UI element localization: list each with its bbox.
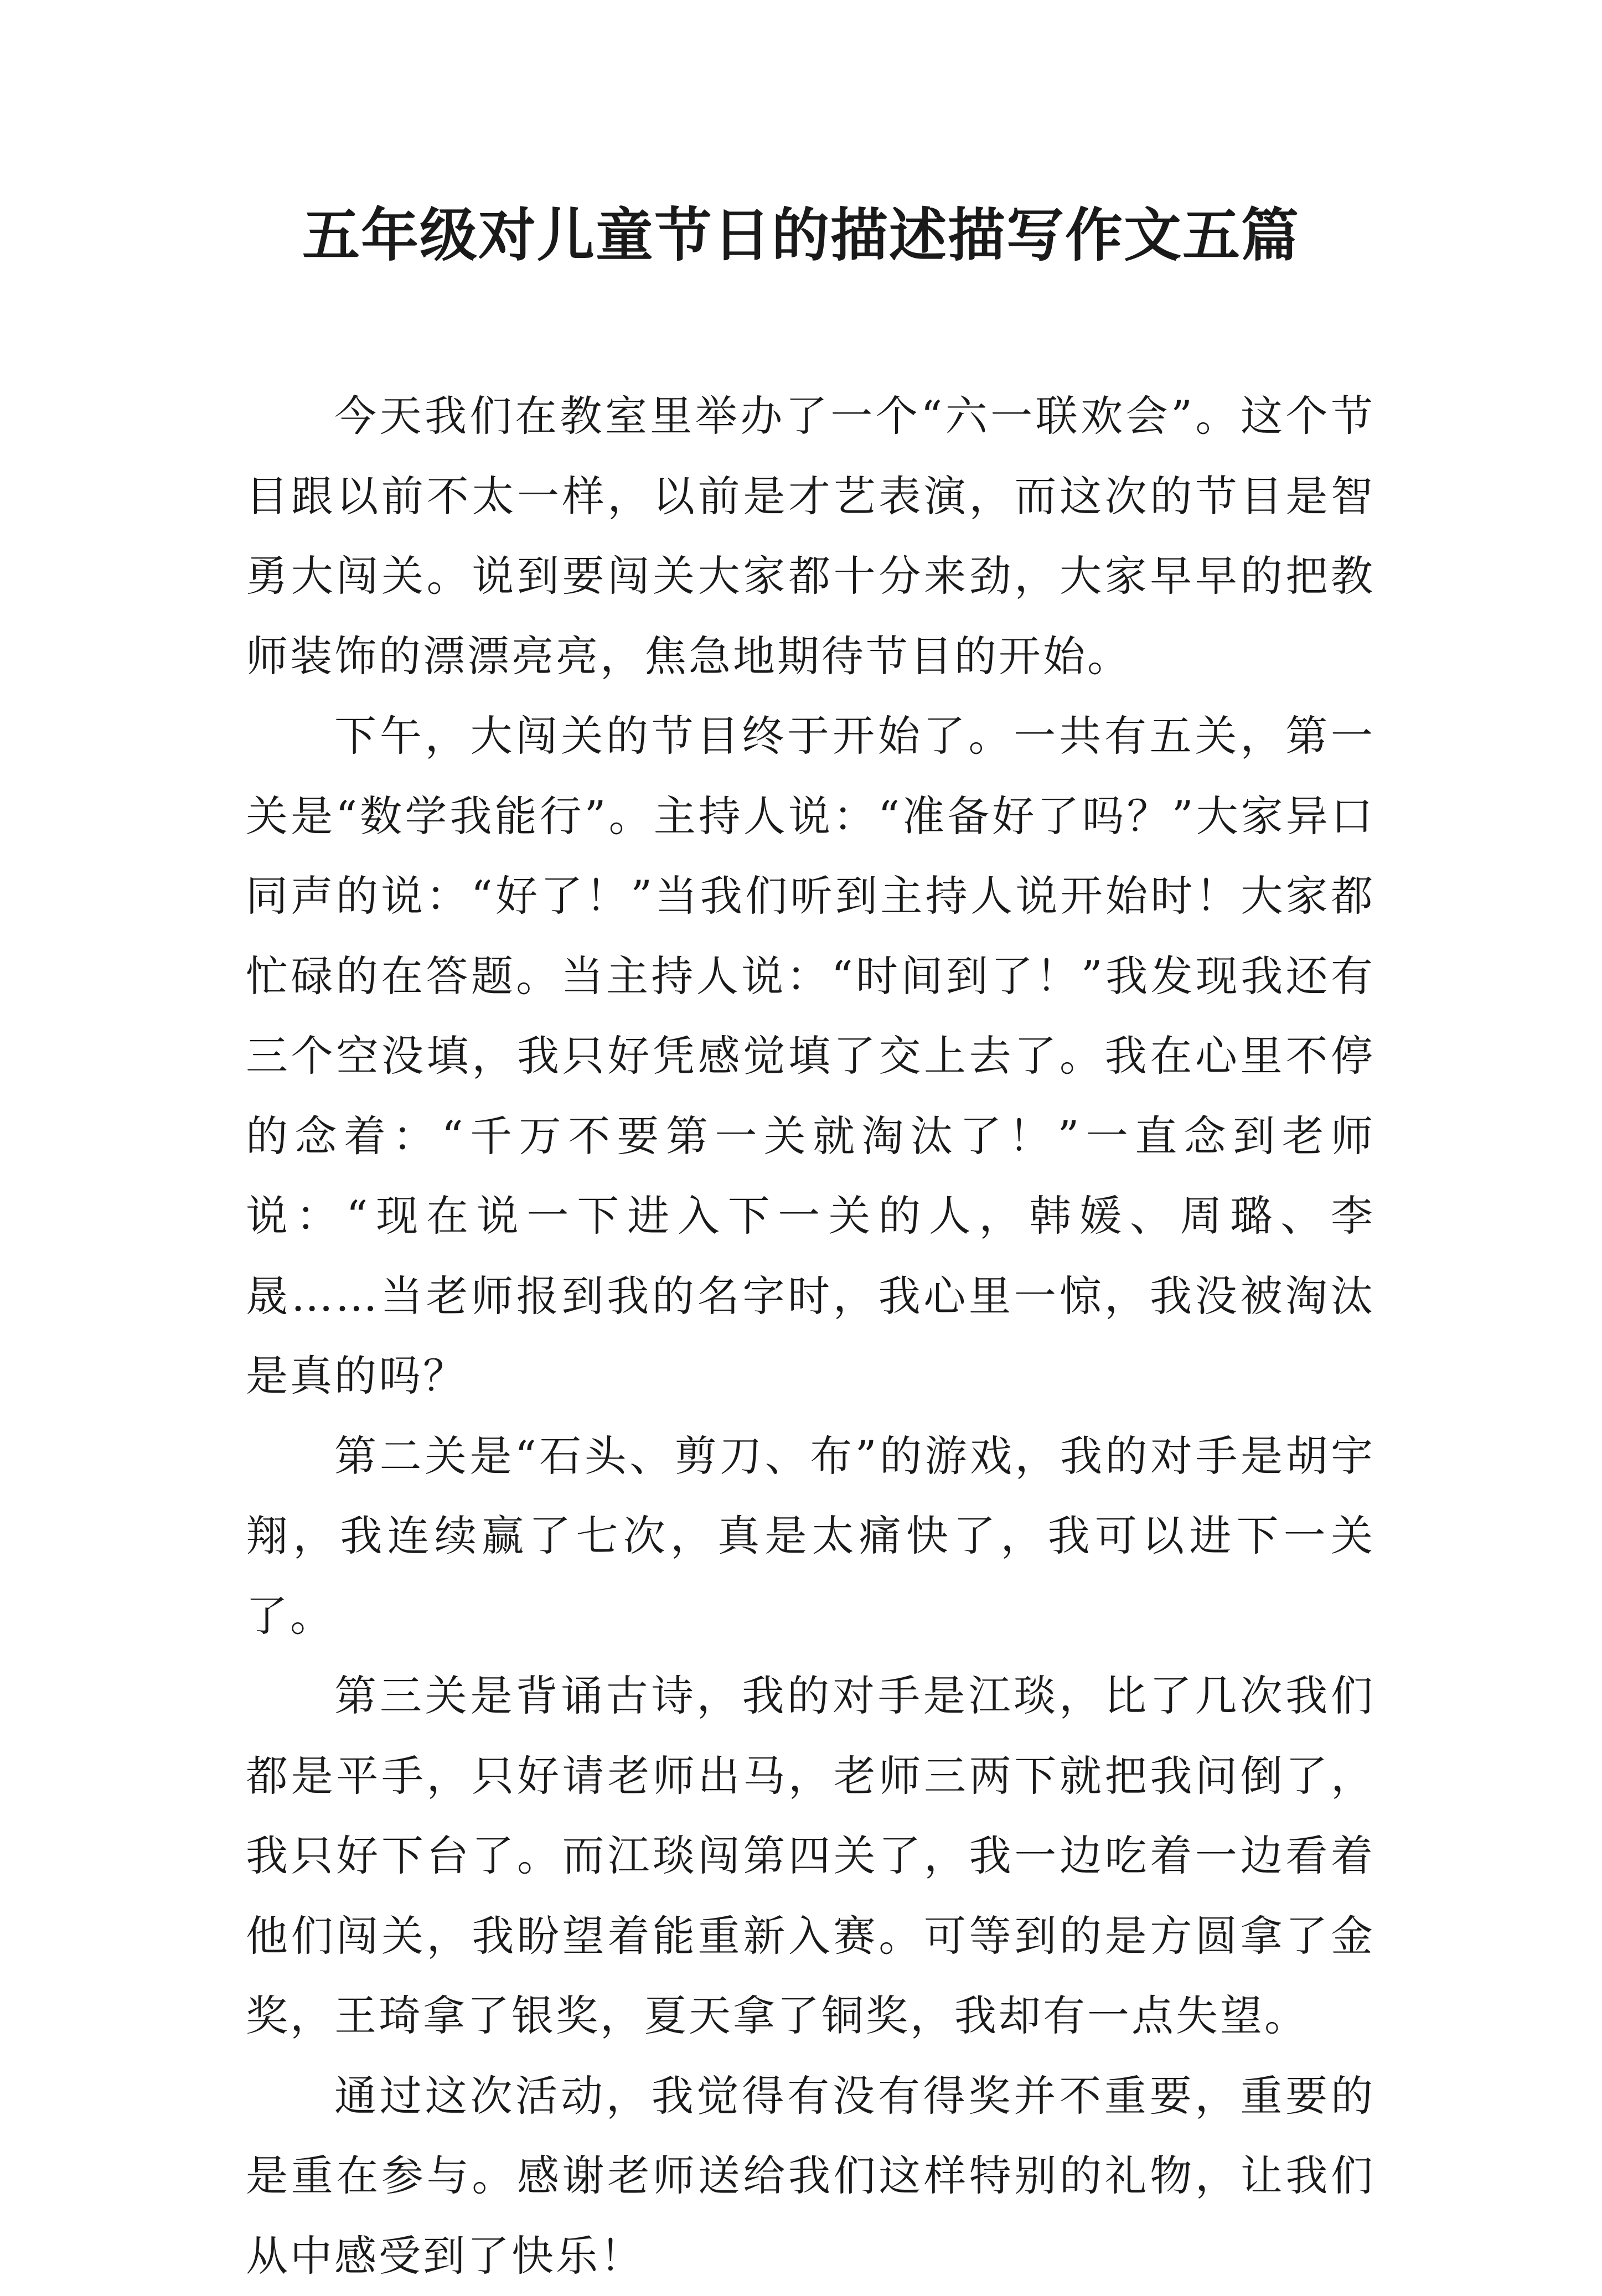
paragraph-1: 今天我们在教室里举办了一个“六一联欢会”。这个节目跟以前不太一样，以前是才艺表演，而这次的节目是智勇大闯关。说到要闯关大家都十分来劲，大家早早的把教师装饰的漂漂亮亮，焦急地期待节目的开始。 (246, 376, 1375, 696)
paragraph-4: 第三关是背诵古诗，我的对手是江琰，比了几次我们都是平手，只好请老师出马，老师三两下就把我问倒了，我只好下台了。而江琰闯第四关了，我一边吃着一边看着他们闯关，我盼望着能重新入赛。可等到的是方圆拿了金奖，王琦拿了银奖，夏天拿了铜奖，我却有一点失望。 (246, 1656, 1375, 2056)
paragraph-5: 通过这次活动，我觉得有没有得奖并不重要，重要的是重在参与。感谢老师送给我们这样特别的礼物，让我们从中感受到了快乐！ (246, 2056, 1375, 2296)
paragraph-3: 第二关是“石头、剪刀、布”的游戏，我的对手是胡宇翔，我连续赢了七次，真是太痛快了，我可以进下一关了。 (246, 1416, 1375, 1657)
paragraph-2: 下午，大闯关的节目终于开始了。一共有五关，第一关是“数学我能行”。主持人说：“准备好了吗？”大家异口同声的说：“好了！”当我们听到主持人说开始时！大家都忙碌的在答题。当主持人说：“时间到了！”我发现我还有三个空没填，我只好凭感觉填了交上去了。我在心里不停的念着：“千万不要第一关就淘汰了！”一直念到老师说：“现在说一下进入下一关的人，韩媛、周璐、李晟……当老师报到我的名字时，我心里一惊，我没被淘汰是真的吗？ (246, 696, 1375, 1416)
document-title: 五年级对儿童节日的描述描写作文五篇 (244, 196, 1358, 274)
document-body (246, 376, 1375, 2296)
